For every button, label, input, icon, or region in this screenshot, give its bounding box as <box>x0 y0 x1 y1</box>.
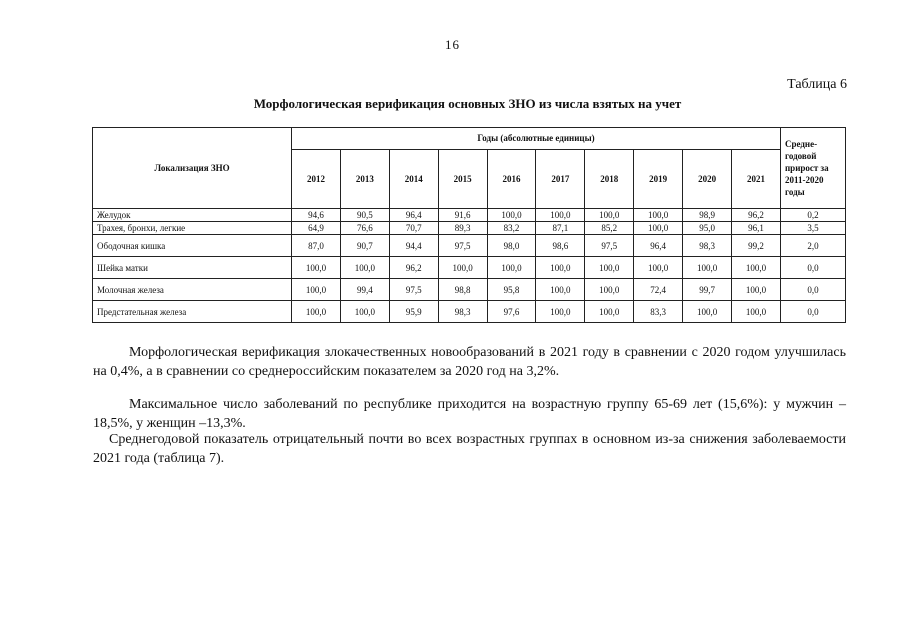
row-growth: 0,0 <box>781 279 846 301</box>
row-value: 95,8 <box>487 279 536 301</box>
header-localization: Локализация ЗНО <box>93 128 292 209</box>
row-value: 97,5 <box>585 235 634 257</box>
paragraph-text: Среднегодовой показатель отрицательный почти во всех возрастных группах в основном из-за снижения заболеваемости 2021 года (таблица 7). <box>93 432 846 466</box>
header-year: 2015 <box>438 149 487 208</box>
table-row <box>93 279 846 301</box>
row-value: 96,4 <box>389 209 438 222</box>
paragraph-text: Максимальное число заболеваний по республике приходится на возрастную группу 65-69 лет (15,6%): у мужчин –18,5%, у женщин –13,3%. <box>93 397 846 431</box>
row-value: 100,0 <box>536 279 585 301</box>
row-value: 85,2 <box>585 222 634 235</box>
row-value: 97,5 <box>389 279 438 301</box>
verification-table <box>92 127 846 323</box>
row-value: 76,6 <box>340 222 389 235</box>
row-value: 100,0 <box>634 209 683 222</box>
header-year: 2012 <box>292 149 341 208</box>
row-value: 98,9 <box>683 209 732 222</box>
row-value: 95,9 <box>389 301 438 323</box>
row-value: 100,0 <box>340 257 389 279</box>
row-value: 100,0 <box>536 257 585 279</box>
paragraph-verification <box>93 343 846 381</box>
row-value: 94,6 <box>292 209 341 222</box>
row-value: 100,0 <box>536 301 585 323</box>
row-value: 100,0 <box>585 301 634 323</box>
row-value: 99,2 <box>732 235 781 257</box>
header-year: 2018 <box>585 149 634 208</box>
row-growth: 2,0 <box>781 235 846 257</box>
row-value: 100,0 <box>634 257 683 279</box>
row-value: 100,0 <box>487 209 536 222</box>
table-row <box>93 209 846 222</box>
table-row <box>93 257 846 279</box>
table-title: Морфологическая верификация основных ЗНО из числа взятых на учет <box>253 96 682 111</box>
row-value: 100,0 <box>683 257 732 279</box>
row-value: 87,1 <box>536 222 585 235</box>
row-value: 98,6 <box>536 235 585 257</box>
row-value: 98,3 <box>683 235 732 257</box>
header-year: 2013 <box>340 149 389 208</box>
row-value: 89,3 <box>438 222 487 235</box>
row-value: 99,4 <box>340 279 389 301</box>
row-value: 100,0 <box>536 209 585 222</box>
row-value: 98,3 <box>438 301 487 323</box>
row-value: 87,0 <box>292 235 341 257</box>
row-value: 96,4 <box>634 235 683 257</box>
header-year: 2019 <box>634 149 683 208</box>
row-value: 99,7 <box>683 279 732 301</box>
row-value: 90,7 <box>340 235 389 257</box>
header-year: 2020 <box>683 149 732 208</box>
row-value: 100,0 <box>585 257 634 279</box>
table-row <box>93 222 846 235</box>
row-value: 100,0 <box>634 222 683 235</box>
row-localization: Предстательная железа <box>93 301 292 323</box>
row-value: 100,0 <box>585 209 634 222</box>
row-value: 72,4 <box>634 279 683 301</box>
row-value: 98,0 <box>487 235 536 257</box>
row-value: 100,0 <box>292 257 341 279</box>
paragraph-max-incidence <box>93 395 846 433</box>
row-growth: 0,0 <box>781 257 846 279</box>
header-year: 2021 <box>732 149 781 208</box>
row-value: 100,0 <box>585 279 634 301</box>
row-value: 91,6 <box>438 209 487 222</box>
row-localization: Молочная железа <box>93 279 292 301</box>
row-value: 100,0 <box>292 279 341 301</box>
row-value: 70,7 <box>389 222 438 235</box>
row-value: 100,0 <box>292 301 341 323</box>
row-value: 100,0 <box>340 301 389 323</box>
header-growth: Средне-годовой прирост за 2011-2020 годы <box>781 128 846 209</box>
row-value: 96,2 <box>389 257 438 279</box>
header-year: 2017 <box>536 149 585 208</box>
table-row <box>93 301 846 323</box>
paragraph-text: Морфологическая верификация злокачественных новообразований в 2021 году в сравнении с 2020 годом улучшилась на 0,4%, а в сравнении со среднероссийским показателем за 2020 год на 3,2%. <box>93 345 846 379</box>
row-localization: Желудок <box>93 209 292 222</box>
row-localization: Шейка матки <box>93 257 292 279</box>
row-value: 100,0 <box>487 257 536 279</box>
row-growth: 0,0 <box>781 301 846 323</box>
row-value: 100,0 <box>438 257 487 279</box>
table-caption: Таблица 6 <box>787 77 847 92</box>
row-value: 100,0 <box>732 279 781 301</box>
row-value: 100,0 <box>732 257 781 279</box>
row-value: 95,0 <box>683 222 732 235</box>
row-value: 94,4 <box>389 235 438 257</box>
row-value: 100,0 <box>683 301 732 323</box>
paragraph-average-indicator <box>93 430 846 468</box>
row-value: 96,1 <box>732 222 781 235</box>
row-value: 90,5 <box>340 209 389 222</box>
header-year: 2014 <box>389 149 438 208</box>
table-row <box>93 235 846 257</box>
row-value: 96,2 <box>732 209 781 222</box>
row-value: 64,9 <box>292 222 341 235</box>
row-value: 83,2 <box>487 222 536 235</box>
row-growth: 0,2 <box>781 209 846 222</box>
row-value: 98,8 <box>438 279 487 301</box>
page-number: 16 <box>445 37 460 52</box>
row-growth: 3,5 <box>781 222 846 235</box>
header-year: 2016 <box>487 149 536 208</box>
row-value: 100,0 <box>732 301 781 323</box>
header-years: Годы (абсолютные единицы) <box>292 128 781 150</box>
row-value: 97,5 <box>438 235 487 257</box>
row-value: 83,3 <box>634 301 683 323</box>
row-localization: Ободочная кишка <box>93 235 292 257</box>
row-localization: Трахея, бронхи, легкие <box>93 222 292 235</box>
row-value: 97,6 <box>487 301 536 323</box>
